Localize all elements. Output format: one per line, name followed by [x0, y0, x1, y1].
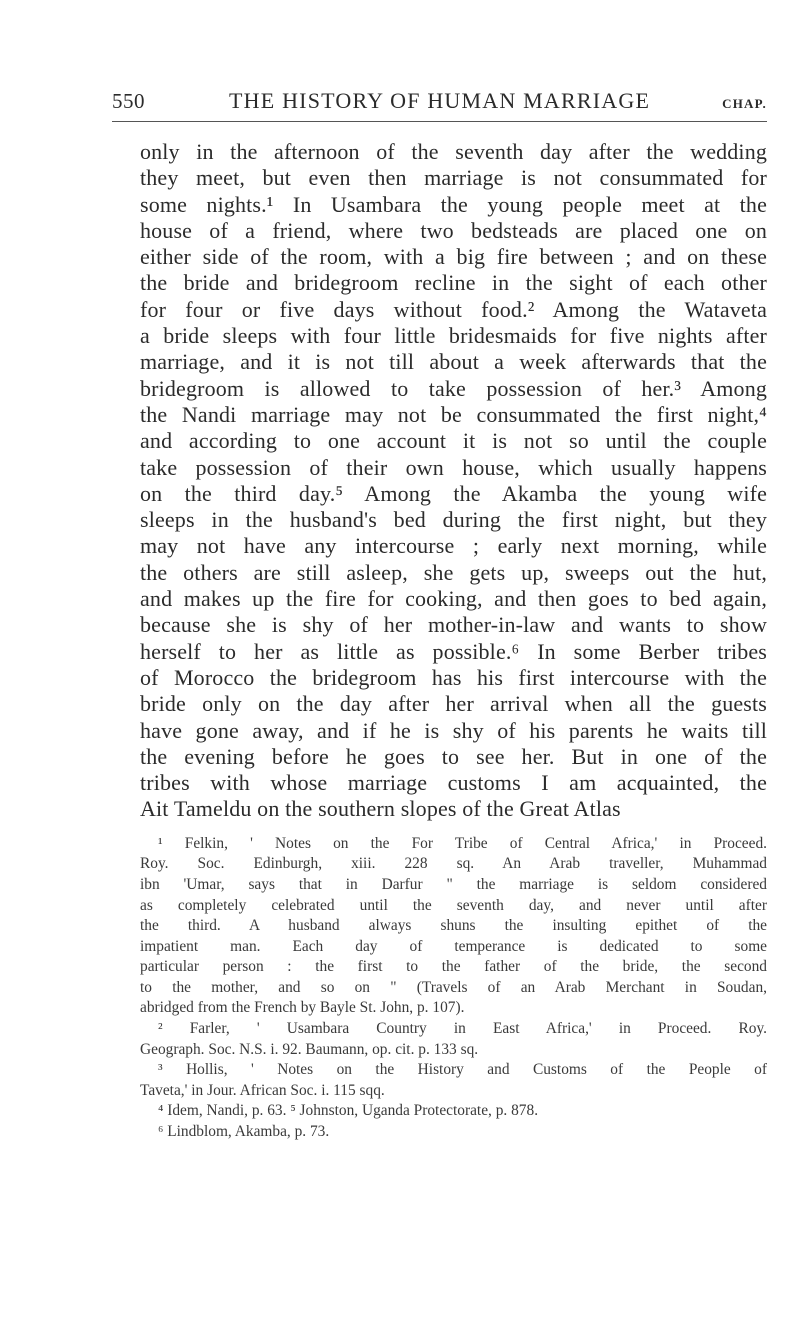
text-line: the bride and bridegroom recline in the sight of each other [140, 270, 767, 296]
text-line: they meet, but even then marriage is not consummated for [140, 165, 767, 191]
footnote-line: to the mother, and so on " (Travels of an Arab Merchant in Soudan, [140, 978, 767, 996]
footnote-line: Roy. Soc. Edinburgh, xiii. 228 sq. An Arab traveller, Muhammad [140, 855, 767, 873]
text-line: and according to one account it is not so until the couple [140, 428, 767, 454]
text-line: and makes up the fire for cooking, and then goes to bed again, [140, 586, 767, 612]
text-line: marriage, and it is not till about a week afterwards that the [140, 349, 767, 375]
text-line: Ait Tameldu on the southern slopes of the Great Atlas [140, 796, 621, 822]
main-text [112, 139, 767, 823]
text-line: sleeps in the husband's bed during the first night, but they [140, 507, 767, 533]
text-line: of Morocco the bridegroom has his first intercourse with the [140, 664, 767, 690]
text-line: have gone away, and if he is shy of his parents he waits till [140, 717, 767, 743]
text-line: bride only on the day after her arrival when all the guests [140, 691, 767, 717]
text-line: the Nandi marriage may not be consummated the first night,⁴ [140, 401, 767, 427]
text-line: take possession of their own house, which usually happens [140, 454, 767, 480]
footnote-line: abridged from the French by Bayle St. John, p. 107). [140, 999, 465, 1017]
page-header [112, 88, 767, 122]
footnote-line: the third. A husband always shuns the insulting epithet of the [140, 917, 767, 935]
footnote-line: impatient man. Each day of temperance is dedicated to some [140, 937, 767, 955]
text-line: because she is shy of her mother-in-law and wants to show [140, 612, 767, 638]
footnotes [112, 834, 767, 1143]
footnote-line: Geograph. Soc. N.S. i. 92. Baumann, op. cit. p. 133 sq. [140, 1040, 479, 1058]
chapter-label: CHAP. [722, 96, 767, 111]
footnote-line: ¹ Felkin, ' Notes on the For Tribe of Central Africa,' in Proceed. [158, 834, 767, 852]
text-line: the evening before he goes to see her. But in one of the [140, 743, 767, 769]
page-number: 550 [112, 89, 145, 113]
text-line: only in the afternoon of the seventh day after the wedding [140, 139, 767, 164]
running-title: THE HISTORY OF HUMAN MARRIAGE [229, 88, 651, 113]
text-line: the others are still asleep, she gets up, sweeps out the hut, [140, 559, 767, 585]
footnote-line: particular person : the first to the father of the bride, the second [140, 958, 767, 976]
footnote-line: ibn 'Umar, says that in Darfur " the marriage is seldom considered [140, 875, 767, 893]
footnote-line: ⁶ Lindblom, Akamba, p. 73. [158, 1123, 330, 1141]
footnote-line: Taveta,' in Jour. African Soc. i. 115 sqq. [140, 1081, 385, 1099]
book-page [112, 88, 767, 1143]
footnote-line: ² Farler, ' Usambara Country in East Africa,' in Proceed. Roy. [158, 1020, 767, 1038]
text-line: may not have any intercourse ; early next morning, while [140, 533, 767, 559]
footnote-line: ⁴ Idem, Nandi, p. 63. ⁵ Johnston, Uganda Protectorate, p. 878. [158, 1102, 539, 1120]
text-line: bridegroom is allowed to take possession of her.³ Among [140, 375, 767, 401]
text-line: herself to her as little as possible.⁶ In some Berber tribes [140, 638, 767, 664]
footnote-line: as completely celebrated until the seventh day, and never until after [140, 896, 767, 914]
text-line: either side of the room, with a big fire between ; and on these [140, 244, 767, 270]
text-line: house of a friend, where two bedsteads are placed one on [140, 217, 767, 243]
text-line: some nights.¹ In Usambara the young people meet at the [140, 191, 767, 217]
text-line: tribes with whose marriage customs I am acquainted, the [140, 770, 767, 796]
text-line: for four or five days without food.² Among the Wataveta [140, 296, 767, 322]
text-line: on the third day.⁵ Among the Akamba the young wife [140, 480, 767, 506]
text-line: a bride sleeps with four little bridesmaids for five nights after [140, 323, 767, 349]
footnote-line: ³ Hollis, ' Notes on the History and Customs of the People of [158, 1061, 767, 1079]
